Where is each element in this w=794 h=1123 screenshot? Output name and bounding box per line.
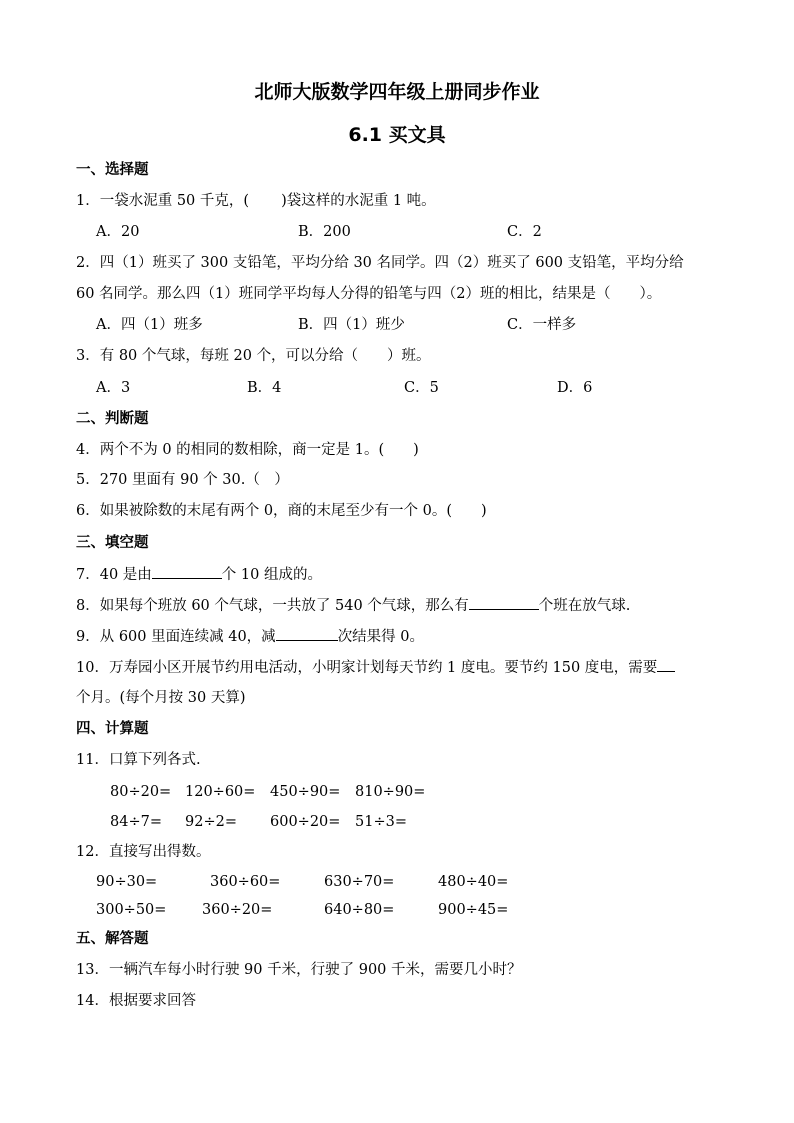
- calc-item: 80÷20=: [110, 784, 172, 800]
- answer-blank: [657, 657, 675, 672]
- question-3-option-d: D．6: [557, 380, 593, 396]
- question-2-option-a: A．四（1）班多: [96, 317, 203, 333]
- calc-item: 300÷50=: [96, 902, 167, 918]
- question-13: 13．一辆汽车每小时行驶 90 千米，行驶了 900 千米，需要几小时？: [76, 962, 522, 978]
- section-heading-fill: 三、填空题: [76, 535, 149, 551]
- question-10-text-a: 10．万寿园小区开展节约用电活动，小明家计划每天节约 1 度电。要节约 150 度电，需要: [76, 660, 658, 676]
- question-3-option-a: A．3: [96, 380, 131, 396]
- question-1-option-a: A．20: [96, 224, 140, 240]
- section-heading-solve: 五、解答题: [76, 931, 149, 947]
- question-5: 5．270 里面有 90 个 30.（ ）: [76, 472, 289, 488]
- page-subtitle: 6.1 买文具: [348, 124, 446, 146]
- calc-item: 640÷80=: [324, 902, 395, 918]
- question-1-option-b: B．200: [298, 224, 351, 240]
- question-7: [76, 564, 322, 585]
- question-1-text-b: )袋这样的水泥重 1 吨。: [281, 193, 436, 209]
- question-8-text-b: 个班在放气球.: [538, 598, 631, 614]
- section-heading-choice: 一、选择题: [76, 162, 149, 178]
- question-9-text-b: 次结果得 0。: [337, 629, 425, 645]
- question-8-text-a: 8．如果每个班放 60 个气球，一共放了 540 个气球，那么有: [76, 598, 469, 614]
- question-1-option-c: C．2: [507, 224, 542, 240]
- calc-item: 84÷7=: [110, 814, 162, 830]
- question-4: 4．两个不为 0 的相同的数相除，商一定是 1。( ): [76, 442, 419, 458]
- calc-item: 600÷20=: [270, 814, 341, 830]
- page-title: 北师大版数学四年级上册同步作业: [254, 81, 540, 103]
- calc-item: 810÷90=: [355, 784, 426, 800]
- calc-item: 51÷3=: [355, 814, 407, 830]
- calc-item: 900÷45=: [438, 902, 509, 918]
- answer-blank: [276, 626, 338, 641]
- question-7-text-b: 个 10 组成的。: [221, 567, 322, 583]
- question-3-option-c: C．5: [404, 380, 439, 396]
- section-heading-judgement: 二、判断题: [76, 411, 149, 427]
- question-10-line-2: 个月。(每个月按 30 天算): [76, 690, 246, 706]
- calc-item: 480÷40=: [438, 874, 509, 890]
- question-8: [76, 595, 630, 616]
- question-10-line-1: [76, 657, 675, 678]
- calc-item: 360÷60=: [210, 874, 281, 890]
- question-3: 3．有 80 个气球，每班 20 个，可以分给（ ）班。: [76, 348, 431, 364]
- question-7-text-a: 7．40 是由: [76, 567, 152, 583]
- section-heading-calc: 四、计算题: [76, 721, 149, 737]
- question-1-text-a: 1．一袋水泥重 50 千克，(: [76, 193, 250, 209]
- question-12: 12．直接写出得数。: [76, 844, 211, 860]
- question-9: [76, 626, 424, 647]
- question-3-option-b: B．4: [247, 380, 282, 396]
- answer-blank: [152, 564, 222, 579]
- question-2-option-c: C．一样多: [507, 317, 577, 333]
- calc-item: 450÷90=: [270, 784, 341, 800]
- question-6: 6．如果被除数的末尾有两个 0，商的末尾至少有一个 0。( ): [76, 503, 487, 519]
- calc-item: 92÷2=: [185, 814, 237, 830]
- calc-item: 630÷70=: [324, 874, 395, 890]
- calc-item: 90÷30=: [96, 874, 158, 890]
- calc-item: 120÷60=: [185, 784, 256, 800]
- question-14: 14．根据要求回答: [76, 993, 196, 1009]
- question-2-line-2: 60 名同学。那么四（1）班同学平均每人分得的铅笔与四（2）班的相比，结果是（ ）。: [76, 286, 662, 302]
- question-2-option-b: B．四（1）班少: [298, 317, 405, 333]
- question-9-text-a: 9．从 600 里面连续减 40，减: [76, 629, 276, 645]
- question-11: 11．口算下列各式.: [76, 752, 201, 768]
- answer-blank: [469, 595, 539, 610]
- question-1: [76, 191, 436, 211]
- calc-item: 360÷20=: [202, 902, 273, 918]
- question-2-line-1: 2．四（1）班买了 300 支铅笔，平均分给 30 名同学。四（2）班买了 600 支铅笔，平均分给: [76, 255, 684, 271]
